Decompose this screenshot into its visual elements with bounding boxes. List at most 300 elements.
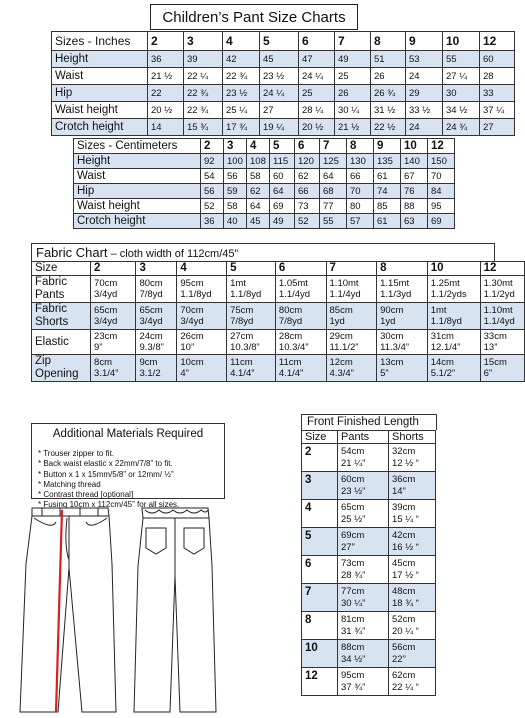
metric: 88cm [341,641,365,653]
cell: 59 [224,184,247,199]
cell: 24 ¼ [260,85,299,102]
row-label: Hip [74,184,201,199]
cell: 45 [247,214,270,229]
imperial: 1.1/2yd [483,289,515,300]
pants-back-drawing [134,508,216,712]
cell: 25 ¼ [223,102,260,119]
cell [227,276,276,303]
metric: 1.10mt [483,305,513,316]
table-row [74,214,455,229]
cell: 22 [148,85,184,102]
cell: 73 [295,199,320,214]
cell: 36 [201,214,224,229]
imperial: 1.1/4yd [329,289,361,300]
cell: 61 [374,169,401,184]
inches-size-table [51,31,515,136]
metric: 9cm [139,357,158,368]
cell [338,668,389,696]
cell: 64 [247,199,270,214]
cm-header-label: Sizes - Centimeters [74,139,201,154]
size-col: 8 [347,139,374,154]
cell [389,500,436,528]
imperial: 22 ¼ “ [392,681,419,693]
metric: 32cm [392,445,416,457]
imperial: 4.3/4” [329,368,354,379]
list-item: * Contrast thread [optional] [38,490,134,500]
fabric-title-main: Fabric Chart [36,245,108,260]
imperial: 6” [483,368,493,379]
imperial: 7/8yd [230,316,254,327]
cell [227,355,276,382]
metric: 54cm [341,445,365,457]
size-cell: 5 [302,528,338,556]
metric: 26cm [180,331,204,342]
row-label: Height [74,154,201,169]
metric: 11cm [278,357,302,368]
row-label [32,330,91,355]
cell: 56 [224,169,247,184]
cell [389,612,436,640]
metric: 56cm [392,641,416,653]
cell [377,355,428,382]
cell: 21 ½ [148,68,184,85]
cell [177,276,227,303]
cell [91,276,136,303]
label-line: Zip [35,355,51,367]
row-label: Crotch height [74,214,201,229]
metric: 65cm [139,305,163,316]
cell: 45 [260,51,299,68]
metric: 65cm [341,501,365,513]
cell: 69 [270,199,295,214]
cell: 25 [335,68,371,85]
cell [338,444,389,472]
cell: 26 [335,85,371,102]
imperial: 10.3/4” [278,342,309,353]
table-row [302,668,436,696]
finished-length-title: Front Finished Length [301,414,437,430]
metric: 75cm [230,305,254,316]
imperial: 5.1/2” [430,368,456,379]
cell [275,330,326,355]
cell: 64 [320,169,347,184]
table-row [302,500,436,528]
cell: 55 [320,214,347,229]
size-cell: 12 [302,668,338,696]
cell: 49 [270,214,295,229]
cell: 150 [428,154,455,169]
cell: 37 ¼ [480,102,515,119]
cell [227,303,276,330]
col-header: Shorts [389,431,436,444]
cell: 108 [247,154,270,169]
metric: 45cm [392,557,416,569]
cell: 36 [148,51,184,68]
cell: 69 [428,214,455,229]
cell [338,556,389,584]
table-row [302,472,436,500]
imperial: 1.1/8yd [430,316,462,327]
cell [480,276,524,303]
imperial: 3/4yd [139,316,163,327]
label-line: Fabric [35,276,67,288]
size-col: 2 [91,262,136,276]
cell [136,276,177,303]
imperial: 11.1/2” [329,342,359,353]
cell: 14 [148,119,184,136]
cell [377,276,428,303]
metric: 12cm [329,357,353,368]
fabric-chart-title [31,243,495,261]
size-col: 10 [401,139,428,154]
cell: 55 [443,51,480,68]
size-cell: 10 [302,640,338,668]
cell: 58 [247,169,270,184]
cell [389,584,436,612]
metric: 70cm [180,305,204,316]
imperial: 12 ½ “ [392,457,419,469]
cell [136,303,177,330]
imperial: 34 ½” [341,653,366,665]
metric: 11cm [230,357,253,368]
cell [326,330,377,355]
label-line: Opening [35,368,79,380]
metric: 90cm [380,305,404,316]
metric: 29cm [329,331,353,342]
table-row [52,119,515,136]
cell: 53 [406,51,443,68]
cell [427,330,480,355]
imperial: 1.1/4yd [483,316,515,327]
cell [177,355,227,382]
cell: 95 [428,199,455,214]
size-col: 4 [223,32,260,51]
finished-length-table [301,430,436,696]
cell: 15 ¾ [184,119,223,136]
size-cell: 8 [302,612,338,640]
cell: 30 ¼ [335,102,371,119]
metric: 69cm [341,529,365,541]
cell [326,276,377,303]
metric: 8cm [94,357,112,368]
size-col: 5 [227,262,276,276]
cell: 49 [335,51,371,68]
imperial: 1.1/2yds [430,289,467,300]
cell: 20 ½ [299,119,335,136]
cell: 24 [406,119,443,136]
cell: 115 [270,154,295,169]
metric: 30cm [380,331,404,342]
cell [427,303,480,330]
table-row [74,154,455,169]
imperial: 7/8yd [278,316,303,327]
metric: 36cm [392,473,416,485]
cell [91,303,136,330]
cell: 24 ¼ [299,68,335,85]
metric: 27cm [230,331,254,342]
cell [480,303,524,330]
imperial: 3/4yd [180,316,204,327]
imperial: 1yd [380,316,396,327]
cell: 62 [247,184,270,199]
size-col: 12 [428,139,455,154]
row-label [32,303,91,330]
metric: 52cm [392,613,416,625]
imperial: 5” [380,368,389,379]
imperial: 1yd [329,316,345,327]
metric: 80cm [139,278,163,289]
table-row [302,528,436,556]
cell: 27 [480,119,515,136]
imperial: 23 ½” [341,485,366,497]
metric: 13cm [380,357,404,368]
size-cell: 2 [302,444,338,472]
cell [389,528,436,556]
cell: 67 [401,169,428,184]
cell [136,330,177,355]
imperial: 9.3/8” [139,342,164,353]
metric: 1.30mt [483,278,513,289]
cell [177,303,227,330]
cell: 61 [374,214,401,229]
metric: 39cm [392,501,416,513]
row-label: Crotch height [52,119,148,136]
size-col: 5 [260,32,299,51]
row-label: Waist height [74,199,201,214]
cell: 76 [401,184,428,199]
cell: 125 [320,154,347,169]
cell: 47 [299,51,335,68]
list-item: * Matching thread [38,479,101,489]
cell [480,330,524,355]
imperial: 14” [392,485,406,497]
imperial: 10.3/8” [230,342,260,353]
metric: 62cm [392,669,416,681]
page-title: Children’s Pant Size Charts [150,4,358,30]
label-line: Shorts [35,316,69,328]
cell: 39 [184,51,223,68]
cell: 31 ½ [371,102,406,119]
metric: 1mt [430,305,447,316]
metric: 95cm [341,669,365,681]
cell: 60 [480,51,515,68]
cell: 26 ¾ [371,85,406,102]
imperial: 31 ¾” [341,625,366,637]
list-item: * Fusing 10cm x 112cm/45” for all sizes. [38,500,180,510]
imperial: 1.1/3yd [380,289,412,300]
metric: 23cm [94,331,118,342]
size-col: 3 [224,139,247,154]
row-label [32,276,91,303]
table-row [32,303,525,330]
imperial: 3.1/4” [94,368,119,379]
metric: 81cm [341,613,365,625]
table-row [32,355,525,382]
cell: 130 [347,154,374,169]
row-label [32,355,91,382]
length-measure-line [56,510,62,712]
cell: 68 [320,184,347,199]
cell [338,500,389,528]
cell: 77 [320,199,347,214]
cell: 58 [224,199,247,214]
metric: 24cm [139,331,163,342]
cell: 80 [347,199,374,214]
cell: 56 [201,184,224,199]
pants-drawing [12,506,222,714]
additional-materials-title: Additional Materials Required [52,428,204,440]
metric: 42cm [392,529,416,541]
size-col: 7 [326,262,377,276]
cell [389,472,436,500]
cell [377,303,428,330]
imperial: 28 ¾” [341,569,366,581]
cell: 100 [224,154,247,169]
row-label: Hip [52,85,148,102]
cell: 140 [401,154,428,169]
metric: 60cm [341,473,365,485]
cell [338,528,389,556]
cell: 23 ½ [223,85,260,102]
label-line: Elastic [35,335,69,348]
cell: 28 [480,68,515,85]
cell: 33 [480,85,515,102]
row-label: Waist height [52,102,148,119]
cell [389,556,436,584]
size-col: 4 [247,139,270,154]
size-col: 10 [427,262,480,276]
cell [338,640,389,668]
cell: 85 [374,199,401,214]
table-row [74,169,455,184]
imperial: 1.1/4yd [278,289,311,300]
table-row [52,85,515,102]
cell [275,276,326,303]
cell: 63 [401,214,428,229]
fabric-chart-table [31,261,525,382]
size-col: 8 [377,262,428,276]
imperial: 25 ½” [341,513,366,525]
imperial: 4.1/4” [230,368,255,379]
size-col: 9 [406,32,443,51]
imperial: 4.1/4” [278,368,304,379]
table-row [302,556,436,584]
cell: 19 ¼ [260,119,299,136]
table-row [32,330,525,355]
cell: 22 ¾ [223,68,260,85]
cell [389,668,436,696]
cell: 22 ¾ [184,85,223,102]
cell: 84 [428,184,455,199]
cell: 30 [443,85,480,102]
list-item: * Button x 1 x 15mm/5/8” or 12mm/ ½” [38,469,174,479]
label-line: Fabric [35,303,67,315]
row-label: Waist [52,68,148,85]
cell [227,330,276,355]
cell [91,355,136,382]
cell [389,640,436,668]
inches-header-label: Sizes - Inches [52,32,148,51]
cell: 120 [295,154,320,169]
cell [389,444,436,472]
size-col: 8 [371,32,406,51]
cell: 60 [270,169,295,184]
size-col: 2 [201,139,224,154]
cell: 28 ¼ [299,102,335,119]
cell: 25 [299,85,335,102]
imperial: 30 ¼” [341,597,366,609]
metric: 1.05mt [278,278,308,289]
metric: 14cm [430,357,454,368]
cell [326,303,377,330]
imperial: 20 ¼ “ [392,625,419,637]
centimeters-size-table [73,138,455,229]
label-line: Pants [35,289,65,301]
col-header: Size [302,431,338,444]
imperial: 7/8yd [139,289,163,300]
size-col: 6 [299,32,335,51]
imperial: 16 ½ “ [392,541,419,553]
metric: 80cm [278,305,303,316]
cell: 22 ¾ [184,102,223,119]
table-row [302,444,436,472]
cell: 23 ½ [260,68,299,85]
cell: 64 [270,184,295,199]
col-header: Pants [338,431,389,444]
metric: 85cm [329,305,353,316]
size-col: 9 [374,139,401,154]
cell: 52 [201,199,224,214]
imperial: 3/4yd [94,289,118,300]
metric: 77cm [341,585,365,597]
imperial: 12.1/4” [430,342,461,353]
size-col: 3 [184,32,223,51]
metric: 65cm [94,305,118,316]
cell: 33 ½ [406,102,443,119]
imperial: 4” [180,368,189,379]
imperial: 3/4yd [94,316,118,327]
imperial: 37 ¾” [341,681,366,693]
size-col: 6 [295,139,320,154]
cell [136,355,177,382]
imperial: 27” [341,541,355,553]
cell: 88 [401,199,428,214]
cell: 26 [371,68,406,85]
metric: 15cm [483,357,507,368]
table-row [32,276,525,303]
cell [326,355,377,382]
cell [338,472,389,500]
list-item: * Trouser zipper to fit. [38,449,115,458]
size-cell: 6 [302,556,338,584]
cell [480,355,524,382]
cell: 70 [428,169,455,184]
imperial: 3.1/2 [139,368,161,379]
pants-front-drawing [20,508,116,712]
cell [91,330,136,355]
size-col: 6 [275,262,326,276]
cell: 62 [295,169,320,184]
cell [427,276,480,303]
cell: 70 [347,184,374,199]
metric: 10cm [180,357,204,368]
size-cell: 4 [302,500,338,528]
metric: 48cm [392,585,416,597]
cell: 51 [371,51,406,68]
size-cell: 3 [302,472,338,500]
imperial: 22” [392,653,406,665]
cell: 54 [201,169,224,184]
